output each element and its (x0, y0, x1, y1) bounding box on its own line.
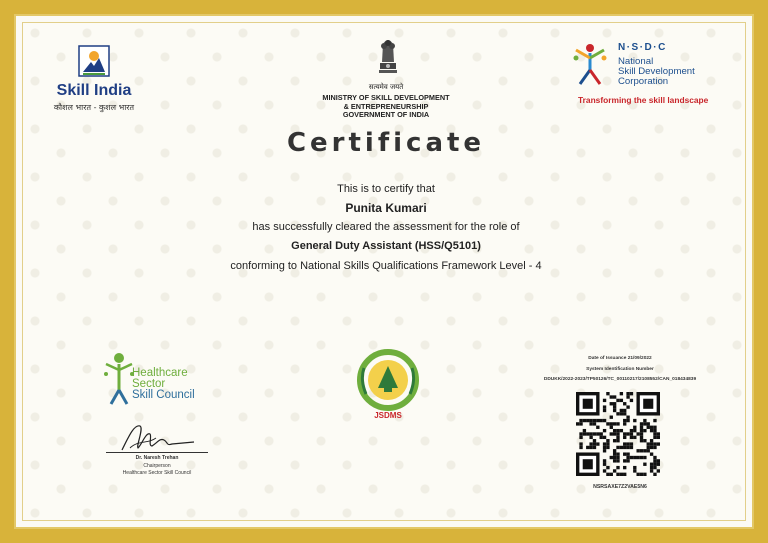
signer-name: Dr. Naresh Trehan (135, 455, 179, 461)
candidate-name: Punita Kumari (345, 201, 427, 215)
issuance-date: Date of Issuance 21/09/2022 (588, 356, 652, 361)
healthcare-council-logo (102, 350, 212, 410)
healthcare-figure-icon (102, 350, 136, 408)
qr-code-text: NSRSAXE7Z2VAE5N6 (593, 484, 647, 490)
nsdc-figure-icon (570, 40, 610, 88)
qr-code-icon (574, 392, 662, 476)
council-line-3: Skill Council (132, 389, 195, 401)
jsdms-label: JSDMS (374, 411, 402, 420)
assessment-text: has successfully cleared the assessment for the role of (252, 221, 520, 233)
emblem-motto: सत्यमेव जयते (368, 83, 404, 91)
skill-india-subtitle: कौशल भारत - कुशल भारत (53, 103, 135, 112)
system-id-label: System Identification Number (586, 366, 654, 372)
healthcare-council-name (132, 368, 195, 401)
signature-icon (108, 418, 208, 454)
skill-india-mark-icon (77, 44, 111, 78)
signature-line (106, 452, 208, 453)
council-line-1: Healthcare (132, 367, 188, 379)
system-id: DDUKK/2022-2023/TP50126/TC_00110217/2108552/CAN_018434839 (543, 377, 697, 382)
ministry-line-2: & ENTREPRENEURSHIP (343, 101, 429, 111)
council-line-2: Sector (132, 378, 166, 390)
nsdc-letters: N·S·D·C (618, 42, 667, 53)
certify-intro: This is to certify that (337, 183, 435, 195)
skill-india-name: Skill India (56, 82, 132, 99)
job-role: General Duty Assistant (HSS/Q5101) (291, 240, 481, 252)
certificate-frame (14, 14, 754, 529)
nsdc-tagline: Transforming the skill landscape (578, 95, 709, 105)
nsdc-line-3: Corporation (618, 75, 669, 87)
state-emblem-icon (377, 36, 399, 80)
nsdc-line-2: Skill Development (618, 65, 695, 77)
nsdc-line-1: National (618, 56, 654, 67)
jsdms-emblem-icon (356, 348, 420, 420)
signer-org: Healthcare Sector Skill Council (122, 470, 192, 477)
ministry-line-1: MINISTRY OF SKILL DEVELOPMENT (322, 93, 450, 102)
issuance-details (520, 354, 720, 386)
nsdc-logo (570, 40, 720, 110)
framework-text: conforming to National Skills Qualifications Framework Level - 4 (230, 260, 542, 272)
signer-role: Chairperson (143, 462, 171, 469)
nsdc-full-name (618, 57, 695, 86)
certificate-title: Certificate (286, 128, 486, 158)
signer-details (82, 455, 232, 478)
ministry-line-3: GOVERNMENT OF INDIA (342, 110, 430, 120)
